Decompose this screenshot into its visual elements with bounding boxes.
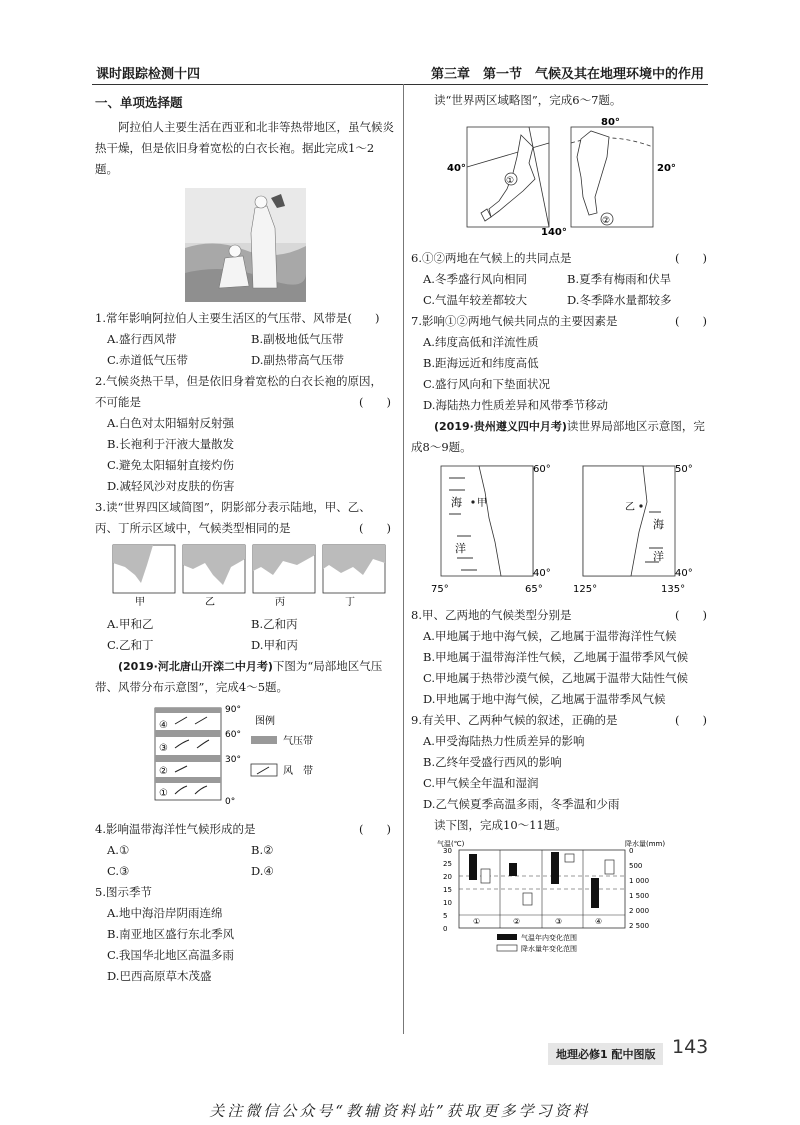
option[interactable]: C.甲气候全年温和湿润 [423,776,539,790]
map-japan [447,127,567,238]
chart-ytick-right: 1 000 [629,877,650,885]
intro-8-9: (2019·贵州遵义四中月考)读世界局部地区示意图，完成8～9题。 [411,419,705,454]
map-label: 海 [653,518,664,531]
chart-ytick-left: 0 [443,925,448,933]
map-label: 80° [601,117,620,128]
answer-bracket: ( ) [359,521,391,535]
map-label: 65° [525,584,543,595]
option[interactable]: D.副热带高气压带 [251,353,344,367]
legend-pressure: 气压带 [283,736,313,747]
zone-label: ④ [159,720,168,731]
answer-bracket: ( ) [675,251,707,265]
option[interactable]: B.甲地属于温带海洋性气候，乙地属于温带季风气候 [423,650,689,664]
chart-ytick-left: 20 [443,873,452,881]
bottom-watermark-note: 关注微信公众号“教辅资料站”获取更多学习资料 [209,1102,591,1120]
option[interactable]: A.甲受海陆热力性质差异的影响 [423,734,585,748]
question-3-options [95,614,395,656]
option[interactable]: C.甲地属于热带沙漠气候，乙地属于温带大陆性气候 [423,671,689,685]
legend-title: 图例 [255,716,275,727]
panel-label: ③ [555,917,563,926]
option[interactable]: D.海陆热力性质差异和风带季节移动 [423,398,608,412]
legend [251,714,313,777]
map-label: 洋 [653,550,664,563]
source-tag: (2019·贵州遵义四中月考) [434,420,567,433]
section-heading: 一、单项选择题 [95,95,183,110]
footer-book-badge: 地理必修1 配中图版 [548,1043,663,1065]
column-divider [403,84,404,1034]
map-label: 40° [447,163,466,174]
map-label: 乙 [205,597,215,608]
option[interactable]: C.气温年较差都较大 [423,293,528,307]
zone-label: ① [159,788,168,799]
map-label: 40° [533,568,551,579]
right-column [411,90,711,963]
answer-bracket: ( ) [675,314,707,328]
option[interactable]: B.② [251,843,274,857]
option[interactable]: A.冬季盛行风向相同 [423,272,527,286]
question-9-stem: 9.有关甲、乙两种气候的叙述，正确的是 ( ) [411,710,711,731]
chart-ytick-left: 5 [443,912,448,920]
header-left-title: 课时跟踪检测十四 [96,67,201,82]
question-4-stem: 4.影响温带海洋性气候形成的是 ( ) [95,819,395,840]
map-label: 40° [675,568,693,579]
option[interactable]: B.距海远近和纬度高低 [423,356,539,370]
map-label: 50° [675,464,693,475]
chart-ytick-right: 0 [629,847,634,855]
map-label: 135° [661,584,686,595]
map-ding [323,545,385,608]
option[interactable]: D.乙气候夏季高温多雨，冬季温和少雨 [423,797,620,811]
chart-ylabel-right: 降水量(mm) [625,840,666,848]
chart-ytick-left: 30 [443,847,452,855]
option[interactable]: C.我国华北地区高温多雨 [107,948,235,962]
option[interactable]: A.盛行西风带 [107,332,177,346]
map-label: 60° [533,464,551,475]
option[interactable]: B.乙和丙 [251,617,298,631]
question-6-stem: 6.①②两地在气候上的共同点是 ( ) [411,248,711,269]
answer-bracket: ( ) [359,395,391,409]
map-right-yi [573,464,693,595]
answer-bracket: ( ) [359,822,391,836]
intro-6-7: 读“世界两区域略图”，完成6～7题。 [434,93,622,107]
chart-ytick-left: 25 [443,860,452,868]
latitude-label: 60° [225,730,241,740]
option[interactable]: C.避免太阳辐射直接灼伤 [107,458,235,472]
option[interactable]: D.④ [251,864,274,878]
legend-rain: 降水量年变化范围 [521,945,577,953]
map-label: 丙 [275,597,285,608]
map-label: 海 [451,496,462,509]
question-5-stem: 5.图示季节 [95,885,152,899]
pressure-wind-figure [145,704,395,817]
chart-ytick-right: 1 500 [629,892,650,900]
panel-label: ① [473,917,481,926]
option[interactable]: B.夏季有梅雨和伏旱 [567,272,672,286]
source-tag: (2019·河北唐山开滦二中月考) [118,660,273,673]
map-label: 乙 [625,502,635,513]
question-6-options [411,269,711,311]
option[interactable]: A.甲和乙 [107,617,154,631]
map-south-america [571,117,676,227]
panel-label: ② [513,917,521,926]
map-label: 125° [573,584,598,595]
map-label: 甲 [477,498,487,509]
latitude-label: 0° [225,797,236,807]
option[interactable]: D.甲和丙 [251,638,298,652]
question-3-stem: 3.读“世界四区域简图”，阴影部分表示陆地，甲、乙、丙、丁所示区域中，气候类型相同的是 ( ) [95,497,395,539]
option[interactable]: D.甲地属于地中海气候，乙地属于温带季风气候 [423,692,666,706]
map-label: 140° [541,227,567,238]
option[interactable]: A.纬度高低和洋流性质 [423,335,539,349]
question-2-stem: 2.气候炎热干旱，但是依旧身着宽松的白衣长袍的原因，不可能是 ( ) [95,371,395,413]
map-left-jia [431,464,551,595]
zone-label: ③ [159,743,168,754]
question-8-stem: 8.甲、乙两地的气候类型分别是 ( ) [411,605,711,626]
map-label: 丁 [345,597,355,608]
chart-ytick-left: 15 [443,886,452,894]
option[interactable]: B.南亚地区盛行东北季风 [107,927,235,941]
map-label: ① [506,176,515,186]
map-label: ② [602,216,611,226]
chart-ytick-left: 10 [443,899,452,907]
latitude-label: 90° [225,705,241,715]
climate-chart [437,838,711,963]
left-column [95,90,395,987]
option[interactable]: C.赤道低气压带 [107,353,189,367]
option[interactable]: A.白色对太阳辐射反射强 [107,416,234,430]
chart-ytick-right: 2 000 [629,907,650,915]
option[interactable]: C.盛行风向和下垫面状况 [423,377,551,391]
page-number: 143 [672,1036,709,1058]
map-label: 75° [431,584,449,595]
option[interactable]: C.乙和丁 [107,638,154,652]
option[interactable]: B.副极地低气压带 [251,332,344,346]
two-region-maps [447,117,711,244]
map-yi [183,545,245,608]
panel-2 [509,863,532,926]
option[interactable]: D.冬季降水量都较多 [567,293,672,307]
photo-arab-men [185,188,306,302]
two-local-maps [421,462,711,603]
question-1-options [95,329,395,371]
latitude-label: 30° [225,755,241,765]
legend-wind: 风 带 [283,766,313,777]
map-label: 甲 [135,597,145,608]
option[interactable]: A.① [107,843,130,857]
question-7-stem: 7.影响①②两地气候共同点的主要因素是 ( ) [411,311,711,332]
panel-label: ④ [595,917,603,926]
panel-4 [591,860,614,926]
header-rule [92,84,708,85]
option[interactable]: A.甲地属于地中海气候，乙地属于温带海洋性气候 [423,629,677,643]
option[interactable]: B.长袍利于汗液大量散发 [107,437,235,451]
intro-10-11: 读下图，完成10～11题。 [434,818,567,832]
four-region-maps [113,545,395,614]
legend-temp: 气温年内变化范围 [521,934,577,942]
chart-ytick-right: 500 [629,862,643,870]
chart-ylabel-left: 气温(℃) [437,840,465,848]
answer-bracket: ( ) [675,713,707,727]
intro-4-5: (2019·河北唐山开滦二中月考)下图为“局部地区气压带、风带分布示意图”，完成4～5题。 [95,659,383,694]
map-bing [253,545,315,608]
option[interactable]: B.乙终年受盛行西风的影响 [423,755,562,769]
option[interactable]: D.减轻风沙对皮肤的伤害 [107,479,235,493]
answer-bracket: ( ) [675,608,707,622]
option[interactable]: D.巴西高原草木茂盛 [107,969,212,983]
question-1-stem: 1.常年影响阿拉伯人主要生活区的气压带、风带是( ) [95,311,380,325]
header-right-title: 第三章 第一节 气候及其在地理环境中的作用 [430,67,704,82]
map-jia [113,545,175,608]
zone-label: ② [159,766,168,777]
chart-ytick-right: 2 500 [629,922,650,930]
option[interactable]: A.地中海沿岸阴雨连绵 [107,906,223,920]
map-label: 20° [657,163,676,174]
question-4-options [95,840,395,882]
option[interactable]: C.③ [107,864,130,878]
intro-1-2: 阿拉伯人主要生活在西亚和北非等热带地区，虽气候炎热干燥，但是依旧身着宽松的白衣长袍。据此完成1～2题。 [95,120,394,176]
map-label: 洋 [455,542,466,555]
belt-diagram [155,705,241,807]
